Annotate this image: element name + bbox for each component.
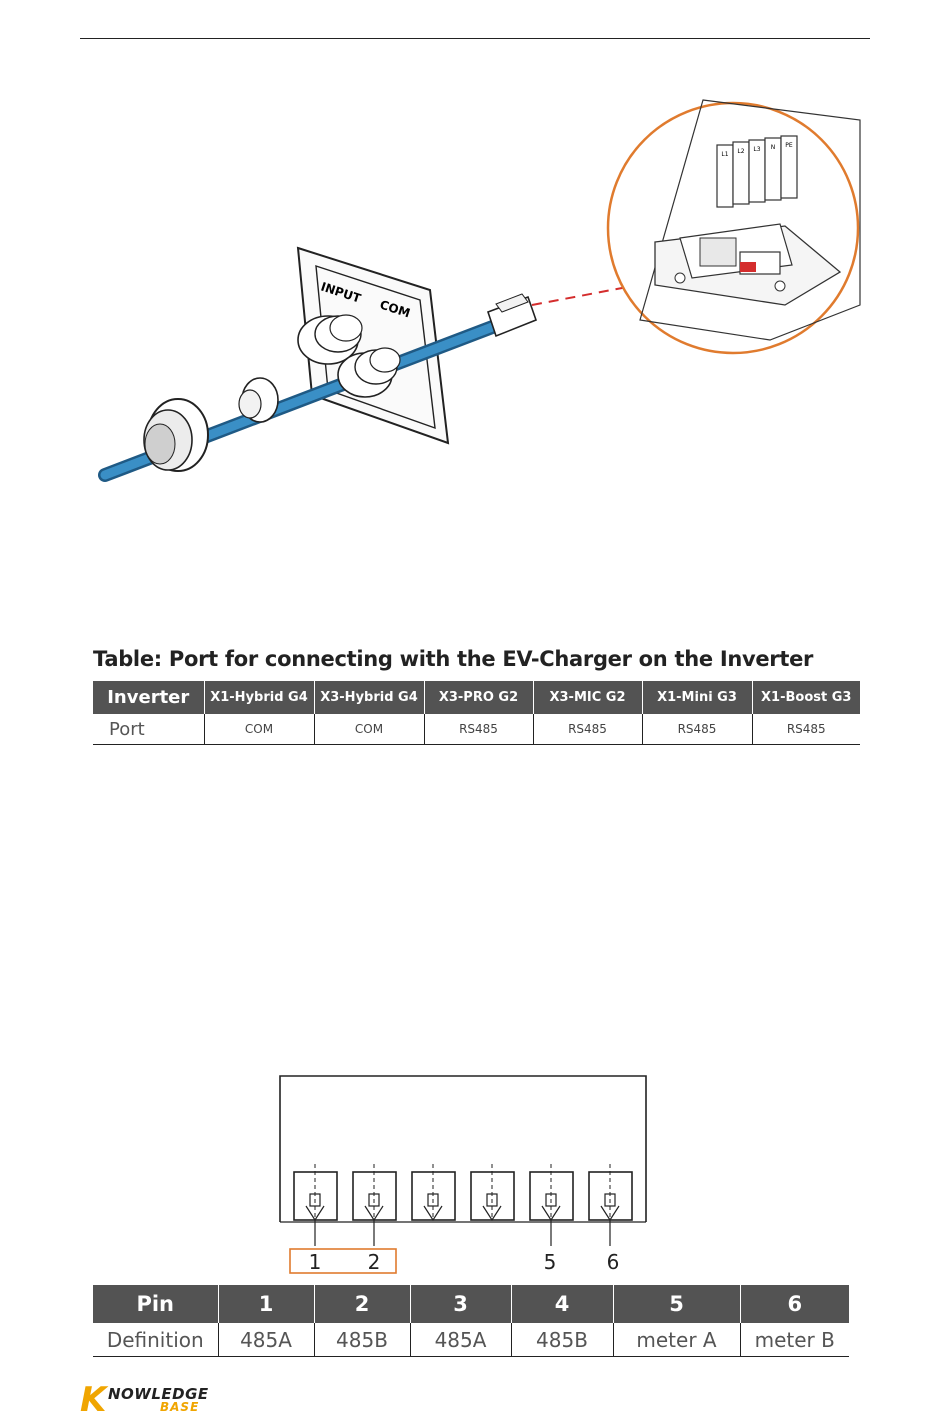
circuit-board (700, 238, 736, 266)
pin-slots (294, 1172, 632, 1220)
port-table-title: Table: Port for connecting with the EV-Charger on the Inverter (93, 647, 814, 671)
logo-word: NOWLEDGE (108, 1385, 209, 1403)
pin-header: 1 (218, 1285, 314, 1323)
sealing-nut (144, 399, 208, 471)
com-label: COM (378, 297, 412, 321)
pin-definition: 485A (410, 1323, 511, 1357)
port-header-inverter: Inverter (93, 681, 204, 714)
pin-header: 6 (740, 1285, 849, 1323)
port-cell: RS485 (642, 714, 752, 745)
pin-table-header-row (93, 1285, 849, 1323)
zoom-detail (608, 100, 860, 353)
port-table-row (93, 714, 860, 745)
port-header-col: X1-Boost G3 (752, 681, 860, 714)
pin-definition: 485B (511, 1323, 613, 1357)
detail-circle (608, 103, 858, 353)
pin-definition: 485B (314, 1323, 410, 1357)
port-cell: COM (204, 714, 314, 745)
terminal-label: N (770, 144, 776, 151)
logo-k: K (80, 1380, 107, 1420)
port-header-col: X3-Hybrid G4 (314, 681, 424, 714)
pin-label: 6 (606, 1250, 620, 1274)
port-header-col: X1-Mini G3 (642, 681, 752, 714)
pin-header: 5 (613, 1285, 740, 1323)
top-rule (80, 38, 870, 39)
port-header-col: X1-Hybrid G4 (204, 681, 314, 714)
port-cell: RS485 (533, 714, 642, 745)
port-header-col: X3-MIC G2 (533, 681, 642, 714)
pin-definition: meter A (613, 1323, 740, 1357)
pin-row-label: Definition (93, 1323, 218, 1357)
port-table-header-row (93, 681, 860, 714)
terminal-label: L1 (721, 151, 729, 158)
rj45-port-highlight (740, 262, 756, 272)
port-header-col: X3-PRO G2 (424, 681, 533, 714)
pin-header: Pin (93, 1285, 218, 1323)
terminal-label: L2 (737, 148, 745, 155)
seal-ring (239, 378, 278, 422)
input-label: INPUT (319, 279, 363, 306)
pin-diagram (270, 1070, 660, 1280)
port-cell: RS485 (424, 714, 533, 745)
pin-table-row (93, 1323, 849, 1357)
pin-header: 3 (410, 1285, 511, 1323)
rj45-plug (488, 294, 536, 336)
pin-label: 2 (367, 1250, 381, 1274)
pin-definition: meter B (740, 1323, 849, 1357)
port-cell: RS485 (752, 714, 860, 745)
pin-definition: 485A (218, 1323, 314, 1357)
port-table (93, 681, 860, 745)
pin-label: 1 (308, 1250, 322, 1274)
logo-subword: BASE (160, 1400, 200, 1414)
terminal-label: PE (785, 142, 793, 149)
pin-header: 2 (314, 1285, 410, 1323)
terminal-block (717, 136, 797, 207)
pin-table (93, 1285, 849, 1357)
installation-illustration (80, 90, 880, 510)
pin-leader-lines (315, 1220, 610, 1246)
pin-label: 5 (543, 1250, 557, 1274)
terminal-label: L3 (753, 146, 761, 153)
pin-header: 4 (511, 1285, 613, 1323)
port-row-label: Port (93, 714, 204, 745)
port-cell: COM (314, 714, 424, 745)
